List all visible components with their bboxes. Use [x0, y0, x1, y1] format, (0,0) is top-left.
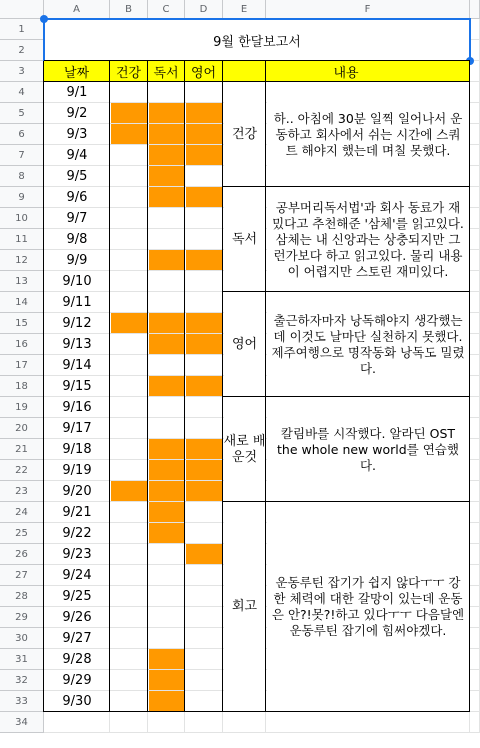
cell[interactable] [185, 397, 223, 418]
cell[interactable] [148, 271, 185, 292]
cell [470, 271, 480, 292]
cell[interactable] [110, 628, 148, 649]
cell[interactable] [148, 607, 185, 628]
row-header-30[interactable]: 30 [0, 628, 44, 649]
cell [470, 670, 480, 691]
date-cell: 9/8 [66, 232, 88, 247]
cell [470, 418, 480, 439]
cell [470, 229, 480, 250]
cell [470, 208, 480, 229]
cell[interactable] [185, 628, 223, 649]
check-mark-c [149, 145, 184, 165]
row-header-14[interactable]: 14 [0, 292, 44, 313]
cell[interactable] [148, 229, 185, 250]
cell [470, 544, 480, 565]
row-header-13[interactable]: 13 [0, 271, 44, 292]
table-border [223, 501, 470, 502]
cell[interactable] [110, 670, 148, 691]
date-cell: 9/18 [62, 442, 92, 457]
column-header-b[interactable]: B [110, 0, 148, 19]
check-mark-b [111, 103, 147, 123]
row-header-34[interactable]: 34 [0, 712, 44, 733]
date-cell: 9/22 [62, 526, 92, 541]
cell[interactable] [266, 712, 470, 733]
date-cell: 9/26 [62, 610, 92, 625]
row-header-28[interactable]: 28 [0, 586, 44, 607]
select-all-corner[interactable] [0, 0, 44, 19]
cell [470, 187, 480, 208]
date-cell: 9/21 [62, 505, 92, 520]
check-mark-c [149, 124, 184, 144]
column-header-f[interactable]: F [266, 0, 470, 19]
category-label: 영어 [231, 336, 258, 352]
date-cell: 9/2 [66, 106, 88, 121]
check-mark-b [111, 124, 147, 144]
cell[interactable] [110, 691, 148, 712]
date-cell: 9/16 [62, 400, 92, 415]
cell[interactable] [185, 607, 223, 628]
cell [470, 565, 480, 586]
cell[interactable] [110, 166, 148, 187]
note-text: 공부머리독서법'과 회사 동료가 재밌다고 추천해준 '삼체'를 읽고있다. 삼체는 내 신앙과는 상충되지만 그런가보다 하고 읽고있다. 물리 내용이 어렵지만 스토린 재미있다. [272, 199, 464, 279]
row-header-18[interactable]: 18 [0, 376, 44, 397]
check-mark-c [149, 250, 184, 270]
cell[interactable] [148, 565, 185, 586]
cell [470, 292, 480, 313]
header-2: 건강 [110, 61, 148, 82]
check-mark-c [149, 670, 184, 690]
cell[interactable] [110, 586, 148, 607]
row-header-2[interactable]: 2 [0, 40, 44, 61]
cell[interactable] [185, 586, 223, 607]
cell[interactable] [110, 355, 148, 376]
cell [470, 649, 480, 670]
cell[interactable] [185, 649, 223, 670]
cell [470, 502, 480, 523]
row-header-21[interactable]: 21 [0, 439, 44, 460]
cell[interactable] [185, 523, 223, 544]
check-mark-d [186, 313, 222, 333]
row-header-17[interactable]: 17 [0, 355, 44, 376]
row-header-16[interactable]: 16 [0, 334, 44, 355]
row-header-10[interactable]: 10 [0, 208, 44, 229]
cell [470, 481, 480, 502]
check-mark-b [111, 313, 147, 333]
cell[interactable] [110, 271, 148, 292]
date-cell: 9/19 [62, 463, 92, 478]
header-5: 내용 [223, 61, 470, 82]
cell [470, 628, 480, 649]
cell[interactable] [223, 712, 266, 733]
table-border [265, 61, 266, 712]
date-cell: 9/28 [62, 652, 92, 667]
check-mark-d [186, 460, 222, 480]
check-mark-c [149, 166, 184, 186]
row-header-27[interactable]: 27 [0, 565, 44, 586]
note-text: 칼림바를 시작했다. 알라딘 OST the whole new world를 연습했다. [277, 425, 459, 473]
cell [470, 19, 480, 40]
check-mark-d [186, 187, 222, 207]
cell[interactable] [110, 649, 148, 670]
check-mark-d [186, 103, 222, 123]
row-header-32[interactable]: 32 [0, 670, 44, 691]
date-cell: 9/24 [62, 568, 92, 583]
note-text: 운동루틴 잡기가 쉽지 않다ㅜㅜ 강한 체력에 대한 갈망이 있는데 운동은 안?!못?!하고 있다ㅜㅜ 다음달엔 운동루틴 잡기에 힘써야겠다. [271, 575, 465, 638]
selection-handle[interactable] [40, 15, 48, 23]
header-1: 날짜 [44, 61, 110, 82]
row-header-9[interactable]: 9 [0, 187, 44, 208]
check-mark-c [149, 439, 184, 459]
check-mark-c [149, 691, 184, 711]
date-cell: 9/6 [66, 190, 88, 205]
table-border [109, 61, 110, 712]
cell[interactable] [148, 208, 185, 229]
table-border [222, 61, 223, 712]
cell[interactable] [185, 271, 223, 292]
cell [470, 124, 480, 145]
row-header-12[interactable]: 12 [0, 250, 44, 271]
cell [470, 103, 480, 124]
cell [470, 460, 480, 481]
cell [470, 586, 480, 607]
cell [470, 376, 480, 397]
row-header-19[interactable]: 19 [0, 397, 44, 418]
cell[interactable] [148, 628, 185, 649]
header-3: 독서 [148, 61, 185, 82]
cell[interactable] [185, 691, 223, 712]
cell[interactable] [110, 439, 148, 460]
check-mark-c [149, 460, 184, 480]
note-text: 출근하자마자 낭독해야지 생각했는데 이것도 날마단 실천하지 못했다. 제주여행으로 명작동화 낭독도 밀렸다. [271, 312, 465, 376]
check-mark-b [111, 481, 147, 501]
check-mark-c [149, 649, 184, 669]
cell [470, 82, 480, 103]
cell[interactable] [110, 544, 148, 565]
cell [470, 607, 480, 628]
cell[interactable] [110, 397, 148, 418]
cell[interactable] [110, 523, 148, 544]
row-header-1[interactable]: 1 [0, 19, 44, 40]
check-mark-c [149, 103, 184, 123]
column-header-a[interactable]: A [44, 0, 110, 19]
check-mark-d [186, 334, 222, 354]
check-mark-c [149, 481, 184, 501]
row-header-20[interactable]: 20 [0, 418, 44, 439]
category-label: 회고 [231, 599, 258, 614]
row-header-15[interactable]: 15 [0, 313, 44, 334]
row-header-8[interactable]: 8 [0, 166, 44, 187]
cell[interactable] [185, 208, 223, 229]
check-mark-c [149, 376, 184, 396]
cell[interactable] [110, 292, 148, 313]
row-header-7[interactable]: 7 [0, 145, 44, 166]
cell[interactable] [148, 544, 185, 565]
date-cell: 9/5 [66, 169, 88, 184]
cell[interactable] [110, 229, 148, 250]
row-header-25[interactable]: 25 [0, 523, 44, 544]
date-cell: 9/27 [62, 631, 92, 646]
check-mark-c [149, 187, 184, 207]
row-header-11[interactable]: 11 [0, 229, 44, 250]
date-cell: 9/9 [66, 253, 88, 268]
category-label: 건강 [231, 126, 258, 142]
table-border [223, 711, 470, 712]
table-border [223, 396, 470, 397]
cell[interactable] [110, 145, 148, 166]
cell [470, 250, 480, 271]
cell[interactable] [148, 397, 185, 418]
cell[interactable] [148, 586, 185, 607]
date-cell: 9/29 [62, 673, 92, 688]
row-header-6[interactable]: 6 [0, 124, 44, 145]
check-mark-c [149, 523, 184, 543]
cell[interactable] [185, 670, 223, 691]
row-header-31[interactable]: 31 [0, 649, 44, 670]
check-mark-d [186, 544, 222, 564]
cell[interactable] [110, 418, 148, 439]
cell [470, 439, 480, 460]
cell[interactable] [110, 334, 148, 355]
date-cell: 9/30 [62, 694, 92, 709]
table-border [147, 61, 148, 712]
cell[interactable] [148, 82, 185, 103]
cell [470, 145, 480, 166]
date-cell: 9/4 [66, 148, 88, 163]
cell [470, 334, 480, 355]
cell[interactable] [185, 355, 223, 376]
selection-outline [43, 18, 471, 62]
cell[interactable] [185, 166, 223, 187]
check-mark-c [149, 313, 184, 333]
cell[interactable] [110, 502, 148, 523]
cell[interactable] [148, 418, 185, 439]
table-border [44, 81, 470, 82]
cell [470, 166, 480, 187]
column-header-filler [470, 0, 480, 19]
cell [470, 355, 480, 376]
row-header-4[interactable]: 4 [0, 82, 44, 103]
date-cell: 9/17 [62, 421, 92, 436]
check-mark-d [186, 250, 222, 270]
row-header-23[interactable]: 23 [0, 481, 44, 502]
check-mark-d [186, 481, 222, 501]
cell[interactable] [110, 376, 148, 397]
cell[interactable] [110, 565, 148, 586]
check-mark-d [186, 439, 222, 459]
check-mark-d [186, 145, 222, 165]
row-header-22[interactable]: 22 [0, 460, 44, 481]
cell[interactable] [110, 208, 148, 229]
table-border [223, 291, 470, 292]
cell [470, 712, 480, 733]
date-cell: 9/25 [62, 589, 92, 604]
cell[interactable] [44, 712, 110, 733]
cell[interactable] [110, 187, 148, 208]
date-cell: 9/11 [62, 295, 92, 310]
cell[interactable] [185, 292, 223, 313]
report-title: 9월 한달보고서 [45, 20, 469, 60]
check-mark-c [149, 502, 184, 522]
table-border [223, 186, 470, 187]
column-header-d[interactable]: D [185, 0, 223, 19]
cell[interactable] [110, 712, 148, 733]
table-border [469, 61, 470, 712]
date-cell: 9/20 [62, 484, 92, 499]
category-label: 독서 [231, 231, 258, 247]
cell[interactable] [110, 460, 148, 481]
cell [470, 523, 480, 544]
cell[interactable] [148, 292, 185, 313]
cell[interactable] [185, 418, 223, 439]
date-cell: 9/1 [66, 85, 88, 100]
cell [470, 691, 480, 712]
cell[interactable] [110, 250, 148, 271]
cell[interactable] [185, 712, 223, 733]
date-cell: 9/15 [62, 379, 92, 394]
row-header-33[interactable]: 33 [0, 691, 44, 712]
date-cell: 9/3 [66, 127, 88, 142]
cell[interactable] [110, 82, 148, 103]
check-mark-c [149, 334, 184, 354]
cell[interactable] [185, 229, 223, 250]
column-header-c[interactable]: C [148, 0, 185, 19]
cell[interactable] [148, 712, 185, 733]
check-mark-d [186, 376, 222, 396]
date-cell: 9/13 [62, 337, 92, 352]
date-cell: 9/10 [62, 274, 92, 289]
cell [470, 313, 480, 334]
cell[interactable] [110, 607, 148, 628]
column-header-e[interactable]: E [223, 0, 266, 19]
note-text: 하.. 아침에 30분 일찍 일어나서 운동하고 회사에서 쉬는 시간에 스쿼트 해야지 했는데 며칠 못했다. [273, 110, 463, 158]
date-cell: 9/14 [62, 358, 92, 373]
row-header-5[interactable]: 5 [0, 103, 44, 124]
cell[interactable] [148, 355, 185, 376]
check-mark-d [186, 124, 222, 144]
header-4: 영어 [185, 61, 223, 82]
category-label: 새로 배운것 [223, 433, 266, 465]
cell [470, 397, 480, 418]
cell[interactable] [185, 565, 223, 586]
cell[interactable] [185, 502, 223, 523]
row-header-24[interactable]: 24 [0, 502, 44, 523]
table-border [43, 61, 44, 712]
date-cell: 9/23 [62, 547, 92, 562]
row-header-29[interactable]: 29 [0, 607, 44, 628]
table-border [184, 61, 185, 712]
table-border [44, 60, 470, 61]
date-cell: 9/7 [66, 211, 88, 226]
cell[interactable] [185, 82, 223, 103]
row-header-3[interactable]: 3 [0, 61, 44, 82]
row-header-26[interactable]: 26 [0, 544, 44, 565]
date-cell: 9/12 [62, 316, 92, 331]
